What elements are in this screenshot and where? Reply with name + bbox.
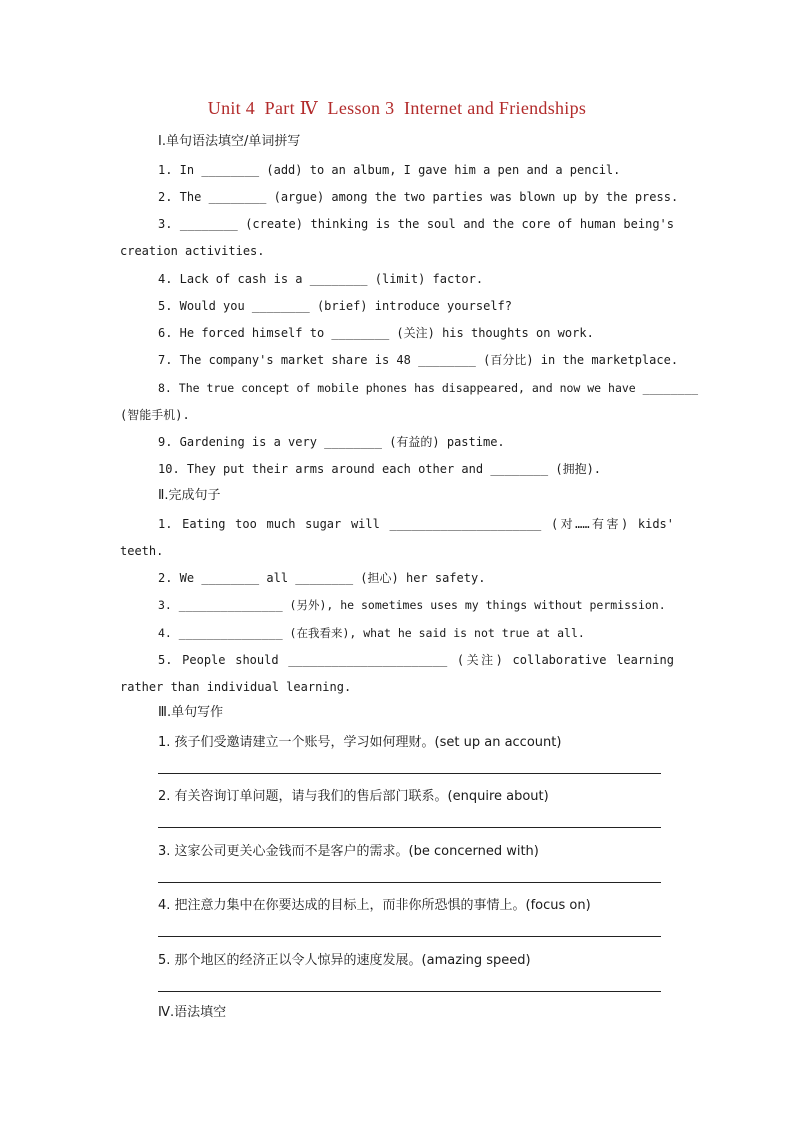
s3-question-4-text: 4. 把注意力集中在你要达成的目标上，而非你所恐惧的事情上。(focus on) — [158, 898, 591, 913]
answer-line-3[interactable] — [158, 882, 661, 883]
section-4-heading: Ⅳ.语法填空 — [158, 1005, 227, 1020]
s2-question-4: 4. _______________ (在我看来), what he said is not true at all. — [158, 626, 585, 640]
s3-question-2 — [158, 788, 549, 805]
s3-question-1-text: 1. 孩子们受邀请建立一个账号，学习如何理财。(set up an account) — [158, 735, 562, 750]
answer-line-5[interactable] — [158, 991, 661, 992]
s1-question-4: 4. Lack of cash is a ________ (limit) factor. — [158, 272, 484, 286]
s3-question-5-text: 5. 那个地区的经济正以令人惊异的速度发展。(amazing speed) — [158, 953, 531, 968]
s3-question-3-text: 3. 这家公司更关心金钱而不是客户的需求。(be concerned with) — [158, 844, 539, 859]
s1-question-5: 5. Would you ________ (brief) introduce yourself? — [158, 299, 513, 313]
s2-question-5-cont: rather than individual learning. — [120, 680, 352, 694]
page-title: Unit 4 Part Ⅳ Lesson 3 Internet and Friendships — [207, 98, 587, 118]
s1-question-6: 6. He forced himself to ________ (关注) his thoughts on work. — [158, 326, 594, 340]
s1-question-1: 1. In ________ (add) to an album, I gave him a pen and a pencil. — [158, 163, 621, 177]
s1-question-3: 3. ________ (create) thinking is the soul and the core of human being's — [158, 217, 674, 231]
section-3-heading: Ⅲ.单句写作 — [158, 705, 224, 720]
s3-question-1 — [158, 734, 561, 751]
s2-question-1: 1. Eating too much sugar will _____________________ (对……有害) kids' — [158, 517, 674, 531]
section-2-heading: Ⅱ.完成句子 — [158, 488, 221, 503]
s3-question-2-text: 2. 有关咨询订单问题，请与我们的售后部门联系。(enquire about) — [158, 789, 549, 804]
s1-question-8-cont: (智能手机). — [120, 408, 190, 422]
s1-question-10: 10. They put their arms around each other and ________ (拥抱). — [158, 462, 602, 476]
answer-line-4[interactable] — [158, 936, 661, 937]
s2-question-2: 2. We ________ all ________ (担心) her safety. — [158, 571, 486, 585]
s1-question-3-cont: creation activities. — [120, 244, 265, 258]
s1-question-7: 7. The company's market share is 48 ________ (百分比) in the marketplace. — [158, 353, 679, 367]
answer-line-2[interactable] — [158, 827, 661, 828]
s1-question-9: 9. Gardening is a very ________ (有益的) pastime. — [158, 435, 505, 449]
s2-question-5: 5. People should ______________________ (关注) collaborative learning — [158, 653, 674, 667]
s1-question-8: 8. The true concept of mobile phones has disappeared, and now we have ________ — [158, 381, 699, 395]
s2-question-3: 3. _______________ (另外), he sometimes uses my things without permission. — [158, 598, 666, 612]
s3-question-4 — [158, 897, 591, 914]
section-1-heading: Ⅰ.单句语法填空/单词拼写 — [158, 134, 301, 149]
s3-question-3 — [158, 843, 539, 860]
answer-line-1[interactable] — [158, 773, 661, 774]
s1-question-2: 2. The ________ (argue) among the two parties was blown up by the press. — [158, 190, 679, 204]
s2-question-1-cont: teeth. — [120, 544, 164, 558]
s3-question-5 — [158, 952, 531, 969]
